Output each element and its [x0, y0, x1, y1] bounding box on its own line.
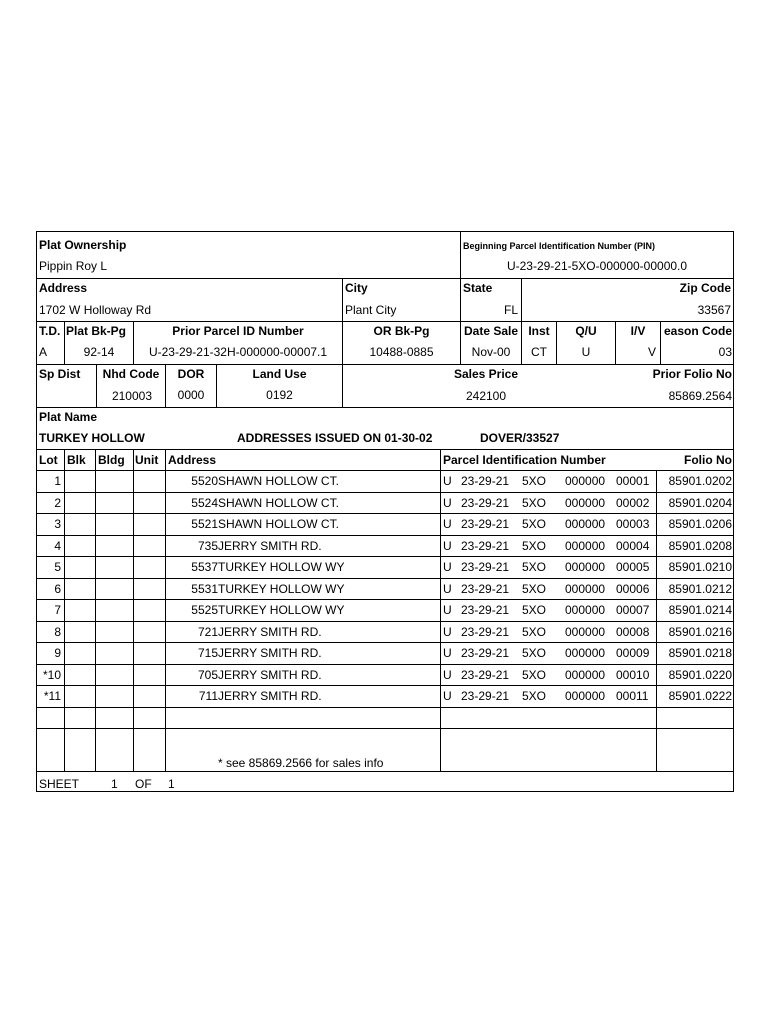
cell-street: JERRY SMITH RD. — [218, 668, 322, 682]
cell-lot: 4 — [54, 539, 61, 553]
sheet-of-label: OF — [135, 777, 152, 791]
rule — [36, 728, 734, 729]
cell-pin-sub: 5XO — [522, 582, 547, 596]
cell-lot: 2 — [54, 496, 61, 510]
cell-pin-block: 000000 — [565, 603, 606, 617]
cell-pin-sub: 5XO — [522, 646, 547, 660]
rule — [36, 535, 734, 536]
cell-street: JERRY SMITH RD. — [218, 689, 322, 703]
cell-pin-sub: 5XO — [522, 517, 547, 531]
cell-pin-section: 23-29-21 — [461, 560, 510, 574]
rule — [36, 470, 734, 471]
cell-pin-prefix: U — [443, 646, 452, 660]
rule — [36, 556, 734, 557]
cell-pin-prefix: U — [443, 539, 452, 553]
sheet-total: 1 — [168, 777, 175, 791]
plat-bkpg-label: Plat Bk-Pg — [66, 324, 127, 338]
addresses-issued: ADDRESSES ISSUED ON 01-30-02 — [237, 431, 433, 445]
rule — [521, 278, 522, 321]
dover-city: DOVER/33527 — [480, 431, 560, 445]
cell-folio: 85901.0206 — [668, 517, 732, 531]
col-header-pin: Parcel Identification Number — [443, 453, 606, 467]
rule — [36, 685, 734, 686]
city-value: Plant City — [345, 303, 397, 317]
cell-pin-section: 23-29-21 — [461, 539, 510, 553]
col-header-address: Address — [168, 453, 217, 467]
prior-parcel-value: U-23-29-21-32H-000000-00007.1 — [148, 345, 328, 359]
rule — [36, 578, 734, 579]
cell-lot: *11 — [43, 689, 61, 703]
prior-parcel-label: Prior Parcel ID Number — [172, 324, 304, 338]
rule — [36, 642, 734, 643]
cell-folio: 85901.0210 — [668, 560, 732, 574]
cell-pin-sub: 5XO — [522, 560, 547, 574]
cell-pin-lot: 00001 — [616, 474, 650, 488]
cell-pin-sub: 5XO — [522, 539, 547, 553]
owner-name: Pippin Roy L — [39, 259, 108, 273]
or-bkpg-label: OR Bk-Pg — [373, 324, 430, 338]
cell-house-number: 715 — [197, 646, 218, 660]
cell-pin-sub: 5XO — [522, 496, 547, 510]
cell-house-number: 5531 — [191, 582, 218, 596]
rule — [440, 449, 441, 771]
sheet-number: 1 — [111, 777, 118, 791]
cell-pin-lot: 00009 — [616, 646, 650, 660]
iv-value: V — [647, 345, 656, 359]
cell-pin-prefix: U — [443, 582, 452, 596]
rule — [36, 771, 734, 772]
cell-lot: 3 — [54, 517, 61, 531]
plat-form — [36, 231, 734, 792]
inst-value: CT — [531, 345, 547, 359]
rule — [36, 599, 734, 600]
cell-folio: 85901.0218 — [668, 646, 732, 660]
date-sale-label: Date Sale — [463, 324, 519, 338]
cell-lot: 1 — [54, 474, 61, 488]
city-label: City — [345, 281, 368, 295]
cell-house-number: 721 — [197, 625, 218, 639]
rule — [36, 407, 734, 408]
cell-pin-section: 23-29-21 — [461, 474, 510, 488]
cell-pin-lot: 00011 — [616, 689, 649, 703]
cell-pin-lot: 00002 — [616, 496, 650, 510]
cell-pin-block: 000000 — [565, 668, 606, 682]
cell-street: TURKEY HOLLOW WY — [218, 560, 345, 574]
col-header-lot: Lot — [39, 453, 58, 467]
rule — [36, 664, 734, 665]
prior-folio-value: 85869.2564 — [668, 389, 732, 403]
cell-lot: 5 — [54, 560, 61, 574]
sp-dist-label: Sp Dist — [39, 367, 81, 381]
cell-pin-block: 000000 — [565, 517, 606, 531]
cell-street: TURKEY HOLLOW WY — [218, 582, 345, 596]
cell-pin-lot: 00007 — [616, 603, 650, 617]
qu-label: Q/U — [575, 324, 597, 338]
cell-pin-block: 000000 — [565, 625, 606, 639]
cell-pin-section: 23-29-21 — [461, 625, 510, 639]
state-label: State — [463, 281, 493, 295]
plat-name-label: Plat Name — [39, 410, 98, 424]
cell-pin-sub: 5XO — [522, 689, 547, 703]
qu-value: U — [581, 345, 591, 359]
pin-value: U-23-29-21-5XO-000000-00000.0 — [506, 259, 688, 273]
cell-street: JERRY SMITH RD. — [218, 539, 322, 553]
cell-pin-block: 000000 — [565, 560, 606, 574]
plat-ownership-label: Plat Ownership — [39, 238, 127, 252]
rule — [36, 364, 734, 365]
cell-folio: 85901.0216 — [668, 625, 732, 639]
rule — [36, 707, 734, 708]
cell-folio: 85901.0208 — [668, 539, 732, 553]
cell-pin-sub: 5XO — [522, 474, 547, 488]
cell-lot: 9 — [54, 646, 61, 660]
cell-house-number: 5537 — [191, 560, 218, 574]
inst-label: Inst — [528, 324, 550, 338]
rule — [64, 449, 65, 771]
nhd-code-value: 210003 — [111, 389, 152, 403]
cell-street: SHAWN HOLLOW CT. — [218, 517, 339, 531]
rule — [36, 321, 734, 322]
cell-pin-block: 000000 — [565, 689, 606, 703]
cell-pin-block: 000000 — [565, 474, 606, 488]
cell-house-number: 705 — [197, 668, 218, 682]
sales-price-value: 242100 — [465, 389, 507, 403]
col-header-unit: Unit — [135, 453, 159, 467]
cell-street: JERRY SMITH RD. — [218, 646, 322, 660]
cell-house-number: 5520 — [191, 474, 218, 488]
cell-pin-prefix: U — [443, 668, 452, 682]
cell-pin-section: 23-29-21 — [461, 689, 510, 703]
cell-pin-lot: 00005 — [616, 560, 650, 574]
rule — [36, 278, 734, 279]
cell-folio: 85901.0222 — [668, 689, 732, 703]
pin-label: Beginning Parcel Identification Number (PIN) — [463, 241, 656, 251]
cell-street: TURKEY HOLLOW WY — [218, 603, 345, 617]
cell-lot: 6 — [54, 582, 61, 596]
plat-bkpg-value: 92-14 — [83, 345, 115, 359]
cell-pin-lot: 00010 — [616, 668, 650, 682]
cell-pin-sub: 5XO — [522, 668, 547, 682]
rule — [36, 449, 734, 450]
cell-house-number: 735 — [197, 539, 218, 553]
cell-pin-prefix: U — [443, 517, 452, 531]
zip-label: Zip Code — [679, 281, 731, 295]
td-value: A — [39, 345, 48, 359]
cell-pin-block: 000000 — [565, 646, 606, 660]
cell-folio: 85901.0214 — [668, 603, 732, 617]
plat-name-value: TURKEY HOLLOW — [39, 431, 145, 445]
td-label: T.D. — [39, 324, 61, 338]
prior-folio-label: Prior Folio No — [652, 367, 732, 381]
cell-lot: *10 — [42, 668, 61, 682]
col-header-blk: Blk — [67, 453, 86, 467]
cell-pin-section: 23-29-21 — [461, 646, 510, 660]
sheet-label: SHEET — [39, 777, 80, 791]
cell-pin-section: 23-29-21 — [461, 603, 510, 617]
address-value: 1702 W Holloway Rd — [39, 303, 152, 317]
sales-info-note: * see 85869.2566 for sales info — [218, 756, 384, 770]
cell-pin-prefix: U — [443, 603, 452, 617]
cell-pin-prefix: U — [443, 560, 452, 574]
cell-house-number: 5525 — [191, 603, 218, 617]
cell-pin-section: 23-29-21 — [461, 496, 510, 510]
cell-pin-lot: 00003 — [616, 517, 650, 531]
cell-street: SHAWN HOLLOW CT. — [218, 474, 339, 488]
sales-price-label: Sales Price — [453, 367, 519, 381]
cell-pin-block: 000000 — [565, 539, 606, 553]
iv-label: I/V — [630, 324, 646, 338]
cell-pin-section: 23-29-21 — [461, 582, 510, 596]
cell-pin-sub: 5XO — [522, 603, 547, 617]
address-label: Address — [39, 281, 88, 295]
rule — [95, 449, 96, 771]
cell-house-number: 5524 — [191, 496, 218, 510]
cell-lot: 8 — [54, 625, 61, 639]
cell-pin-prefix: U — [443, 474, 452, 488]
col-header-bldg: Bldg — [98, 453, 125, 467]
cell-house-number: 711 — [198, 689, 218, 703]
land-use-value: 0192 — [266, 388, 293, 402]
state-value: FL — [503, 303, 518, 317]
cell-pin-lot: 00004 — [616, 539, 650, 553]
rule — [36, 492, 734, 493]
col-header-folio: Folio No — [684, 453, 732, 467]
cell-folio: 85901.0202 — [668, 474, 732, 488]
cell-pin-block: 000000 — [565, 496, 606, 510]
nhd-code-label: Nhd Code — [102, 367, 160, 381]
cell-lot: 7 — [54, 603, 61, 617]
rule — [36, 621, 734, 622]
zip-value: 33567 — [697, 303, 731, 317]
reason-code-value: 03 — [718, 345, 732, 359]
cell-street: SHAWN HOLLOW CT. — [218, 496, 339, 510]
dor-value: 0000 — [177, 388, 205, 402]
or-bkpg-value: 10488-0885 — [369, 345, 434, 359]
cell-street: JERRY SMITH RD. — [218, 625, 322, 639]
cell-pin-prefix: U — [443, 625, 452, 639]
cell-pin-prefix: U — [443, 689, 452, 703]
cell-folio: 85901.0212 — [668, 582, 732, 596]
cell-pin-section: 23-29-21 — [461, 668, 510, 682]
reason-code-label: eason Code — [663, 324, 732, 338]
cell-pin-lot: 00008 — [616, 625, 650, 639]
cell-folio: 85901.0220 — [668, 668, 732, 682]
rule — [656, 470, 657, 771]
cell-pin-block: 000000 — [565, 582, 606, 596]
date-sale-value: Nov-00 — [471, 345, 511, 359]
cell-pin-section: 23-29-21 — [461, 517, 510, 531]
rule — [36, 513, 734, 514]
rule — [133, 449, 134, 771]
cell-pin-lot: 00006 — [616, 582, 650, 596]
cell-folio: 85901.0204 — [668, 496, 732, 510]
land-use-label: Land Use — [252, 367, 307, 381]
dor-label: DOR — [177, 367, 205, 381]
cell-house-number: 5521 — [191, 517, 218, 531]
cell-pin-prefix: U — [443, 496, 452, 510]
cell-pin-sub: 5XO — [522, 625, 547, 639]
rule — [460, 231, 461, 321]
